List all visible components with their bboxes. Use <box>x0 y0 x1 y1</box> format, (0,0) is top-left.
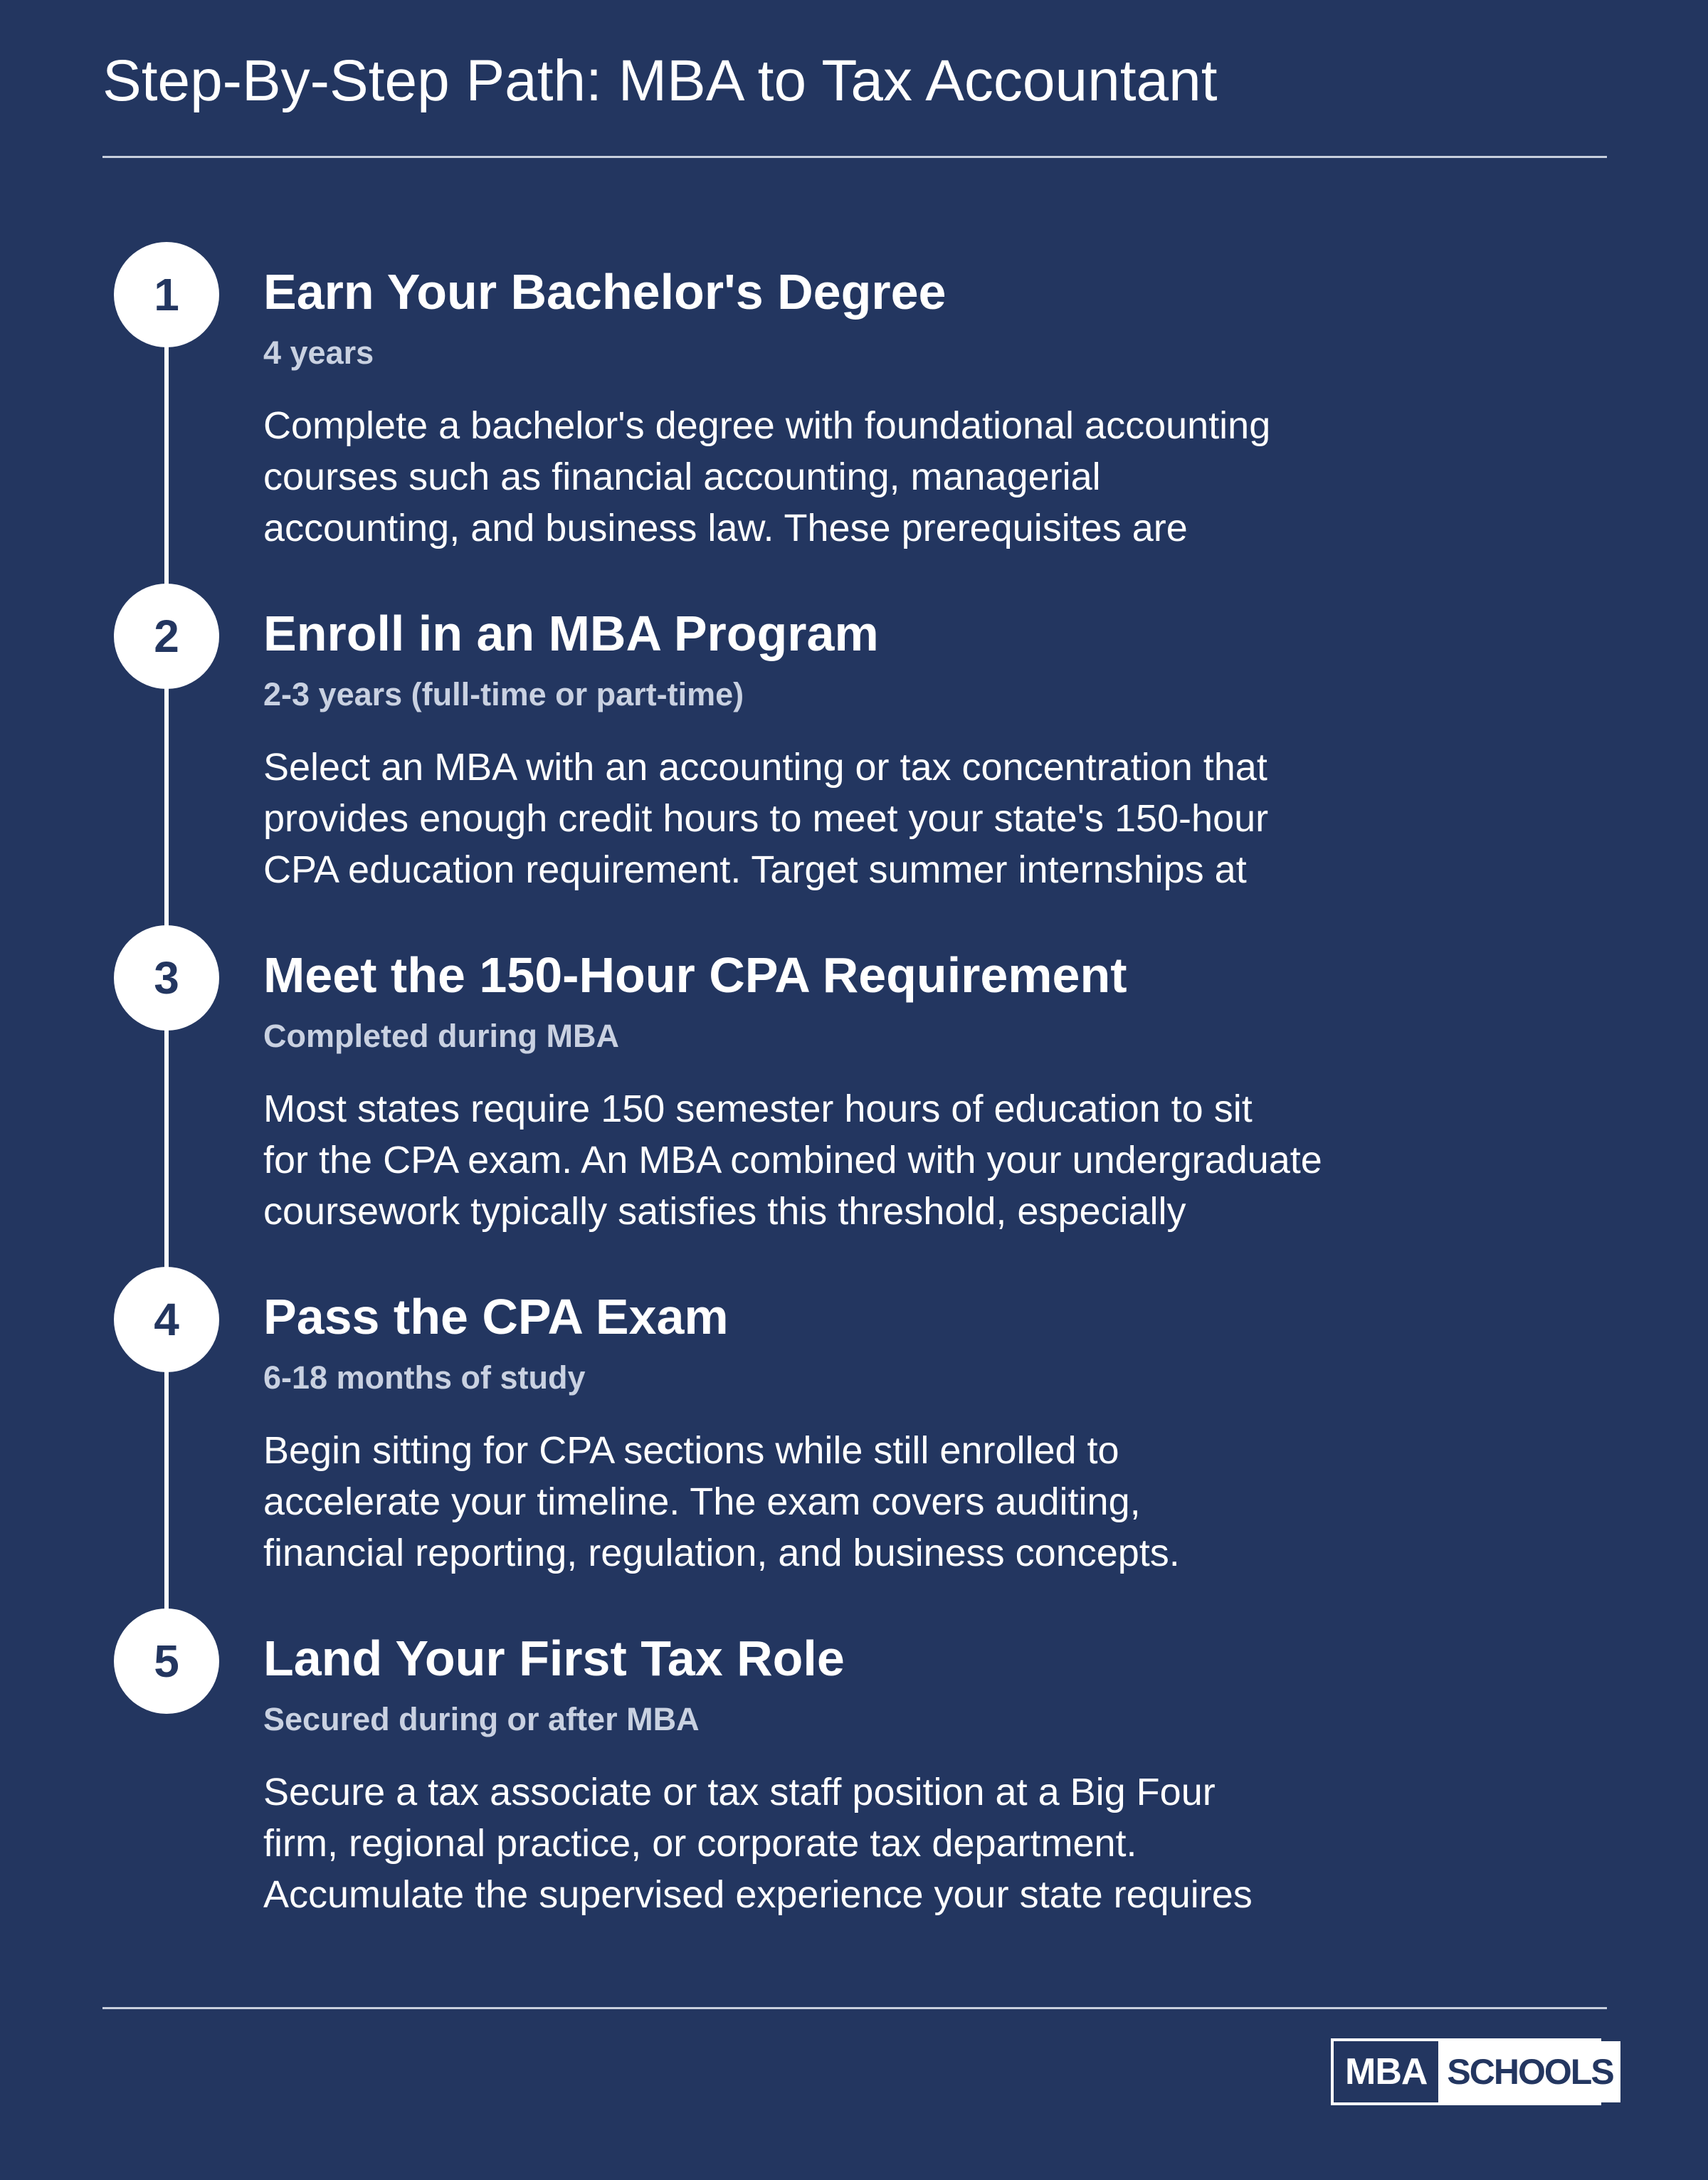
step-duration: 4 years <box>263 335 374 371</box>
step-number-circle: 1 <box>114 242 219 347</box>
step-duration: Secured during or after MBA <box>263 1701 700 1737</box>
step-title: Meet the 150-Hour CPA Requirement <box>263 947 1127 1003</box>
step-2 <box>0 584 1708 925</box>
step-description-line: provides enough credit hours to meet your state's 150-hour <box>263 797 1269 840</box>
page-title: Step-By-Step Path: MBA to Tax Accountant <box>102 48 1218 113</box>
step-description-line: CPA education requirement. Target summer internships at <box>263 848 1247 891</box>
step-description-line: accounting, and business law. These prerequisites are <box>263 507 1188 549</box>
step-title: Land Your First Tax Role <box>263 1631 845 1686</box>
step-description <box>263 1766 1416 1920</box>
step-description-line: Secure a tax associate or tax staff position at a Big Four <box>263 1771 1216 1813</box>
step-number-circle: 4 <box>114 1267 219 1372</box>
step-3 <box>0 925 1708 1267</box>
step-number-circle: 2 <box>114 584 219 689</box>
step-description <box>263 742 1416 895</box>
step-title: Earn Your Bachelor's Degree <box>263 264 947 320</box>
step-duration: Completed during MBA <box>263 1018 619 1054</box>
step-description-line: Begin sitting for CPA sections while still enrolled to <box>263 1429 1119 1472</box>
step-description <box>263 400 1416 554</box>
step-description-line: accelerate your timeline. The exam covers auditing, <box>263 1480 1141 1523</box>
step-description <box>263 1425 1416 1579</box>
step-description-line: firm, regional practice, or corporate tax department. <box>263 1822 1137 1865</box>
step-description-line: coursework typically satisfies this threshold, especially <box>263 1190 1186 1233</box>
bottom-divider <box>102 2007 1607 2009</box>
step-1 <box>0 242 1708 584</box>
step-number-circle: 3 <box>114 925 219 1031</box>
step-description-line: Select an MBA with an accounting or tax concentration that <box>263 746 1267 789</box>
step-4 <box>0 1267 1708 1608</box>
step-description-line: financial reporting, regulation, and business concepts. <box>263 1532 1180 1574</box>
step-number-circle: 5 <box>114 1608 219 1714</box>
mba-schools-logo <box>1331 2038 1613 2105</box>
step-title: Pass the CPA Exam <box>263 1289 729 1344</box>
step-description-line: Accumulate the supervised experience your state requires <box>263 1873 1253 1916</box>
step-title: Enroll in an MBA Program <box>263 606 879 661</box>
logo-schools-text: SCHOOLS <box>1438 2041 1620 2102</box>
step-duration: 6-18 months of study <box>263 1359 586 1396</box>
top-divider <box>102 156 1607 158</box>
step-description <box>263 1083 1416 1237</box>
step-description-line: Most states require 150 semester hours of education to sit <box>263 1088 1253 1130</box>
step-duration: 2-3 years (full-time or part-time) <box>263 676 744 712</box>
step-description-line: for the CPA exam. An MBA combined with your undergraduate <box>263 1139 1322 1181</box>
step-description-line: Complete a bachelor's degree with foundational accounting <box>263 404 1271 447</box>
step-description-line: courses such as financial accounting, managerial <box>263 456 1101 498</box>
logo-mba-text: MBA <box>1334 2041 1438 2102</box>
step-5 <box>0 1608 1708 1950</box>
